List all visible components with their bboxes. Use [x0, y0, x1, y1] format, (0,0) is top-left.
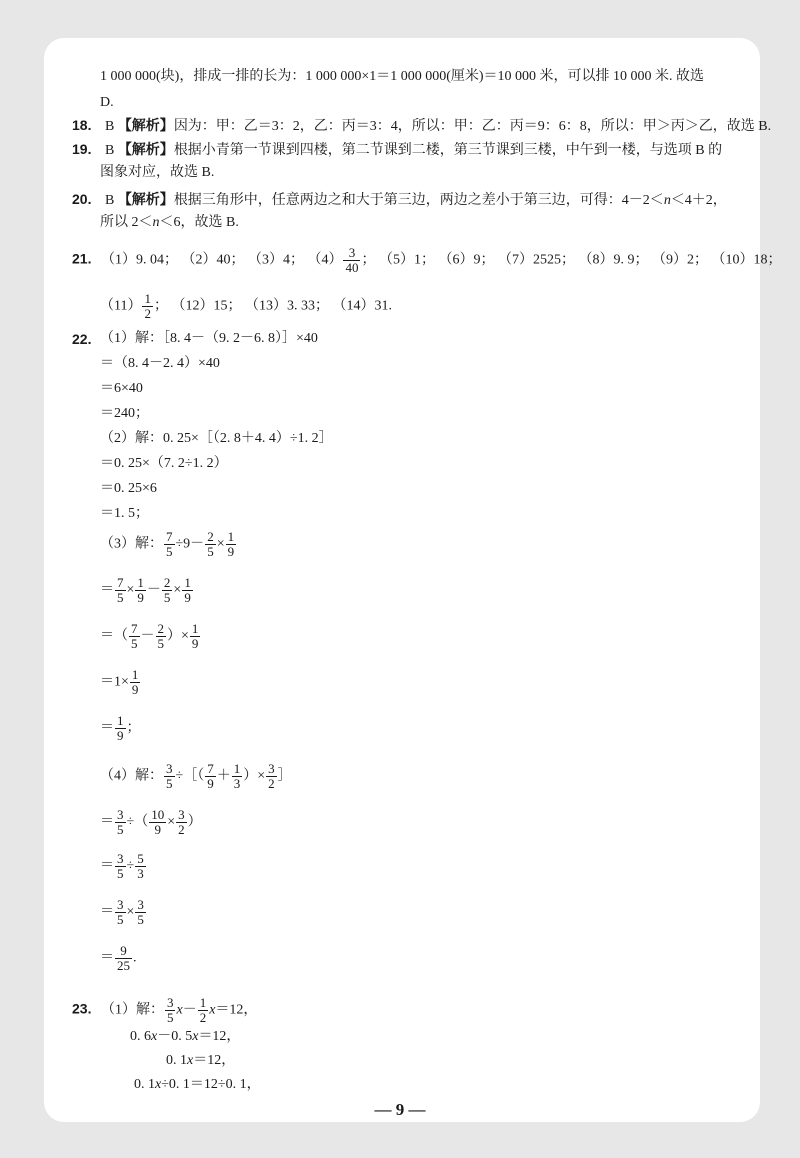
- fraction: [130, 668, 141, 697]
- bracket: ］: [277, 768, 292, 784]
- operator: ＝: [100, 858, 114, 874]
- fraction: [115, 898, 126, 927]
- answer-choice: B: [104, 143, 115, 158]
- question-number: 19.: [72, 141, 92, 157]
- calc-line: [100, 808, 202, 837]
- numerator: 3: [178, 807, 185, 822]
- fraction: [129, 622, 140, 651]
- calc-line: ＝1. 5；: [100, 506, 149, 521]
- calc-line: ＝240；: [100, 406, 149, 421]
- numerator: 1: [117, 713, 124, 728]
- fraction: [135, 898, 146, 927]
- variable-x: x: [151, 1029, 158, 1044]
- operator: －: [146, 582, 161, 598]
- operator: ＝: [100, 582, 114, 598]
- analysis-tag: 【解析】: [117, 143, 174, 158]
- fraction: [176, 808, 187, 837]
- variable-x: x: [176, 1002, 183, 1018]
- denominator: 5: [157, 636, 164, 651]
- fraction: [115, 808, 126, 837]
- continued-text-line: 1 000 000(块)，排成一排的长为：1 000 000×1＝1 000 000(厘米)＝10 000 米，可以排 10 000 米. 故选: [100, 69, 705, 84]
- fraction: [135, 852, 146, 881]
- question-19: [72, 140, 722, 160]
- equation-text: 0. 1: [134, 1077, 155, 1092]
- question-18: [72, 116, 771, 136]
- page-number: — 9 —: [374, 1100, 426, 1119]
- numerator: 3: [343, 246, 360, 261]
- punct: .: [133, 950, 137, 966]
- paren: （: [114, 628, 128, 644]
- numerator: 3: [117, 897, 124, 912]
- fraction: [164, 762, 175, 791]
- calc-line: ＝0. 25×6: [100, 481, 157, 496]
- numerator: 1: [184, 575, 191, 590]
- question-21-row2: [100, 292, 392, 321]
- question-number: 22.: [72, 331, 92, 347]
- numerator: 1: [137, 575, 144, 590]
- operator: －: [182, 1002, 197, 1018]
- calc-line: [100, 668, 141, 697]
- equation-line: [130, 1028, 240, 1046]
- fraction: [149, 808, 166, 837]
- denominator: 5: [163, 590, 171, 605]
- text: ＜6，故选 B.: [159, 215, 239, 230]
- variable-x: x: [187, 1053, 194, 1068]
- answers-text: ； （5）1； （6）9； （7）2525； （8）9. 9； （9）2； （10）18；: [361, 252, 782, 268]
- question-number: 20.: [72, 191, 92, 207]
- operator: ×: [173, 582, 182, 598]
- fraction: [164, 530, 175, 559]
- numerator: 7: [117, 575, 124, 590]
- denominator: 5: [166, 544, 173, 559]
- numerator: 3: [137, 897, 144, 912]
- operator: ×: [216, 536, 225, 552]
- analysis-text-line2: 图象对应，故选 B.: [100, 165, 215, 180]
- denominator: 9: [184, 590, 191, 605]
- denominator: 2: [178, 822, 185, 837]
- part-label: （4）解：: [100, 768, 163, 784]
- operator: ÷: [126, 814, 135, 830]
- fraction: [226, 530, 237, 559]
- answers-text: （1）9. 04； （2）40； （3）4； （4）: [100, 252, 343, 268]
- fraction: [205, 762, 216, 791]
- answer-choice: B: [104, 193, 115, 208]
- calc-line: [100, 852, 147, 881]
- denominator: 2: [199, 1010, 207, 1025]
- analysis-tag: 【解析】: [117, 193, 174, 208]
- equation-text: ＝12，: [193, 1053, 236, 1068]
- question-20: [72, 190, 727, 210]
- fraction: [232, 762, 243, 791]
- denominator: 2: [144, 306, 151, 321]
- denominator: 5: [117, 866, 124, 881]
- denominator: 40: [345, 260, 359, 275]
- denominator: 5: [117, 822, 124, 837]
- operator: ＝: [100, 628, 114, 644]
- operator: ÷: [175, 768, 184, 784]
- fraction: [142, 292, 153, 321]
- fraction: [182, 576, 193, 605]
- equation-line: [166, 1052, 235, 1070]
- operator: ＝: [100, 720, 114, 736]
- analysis-text: 根据小青第一节课到四楼，第二节课到二楼，第三节课到三楼，中午到一楼，与选项 B 的: [173, 143, 723, 158]
- fraction: [135, 576, 146, 605]
- calc-line: ＝0. 25×（7. 2÷1. 2）: [100, 456, 228, 471]
- denominator: 5: [131, 636, 138, 651]
- analysis-text: ＜4＋2，: [670, 193, 727, 208]
- numerator: 9: [115, 944, 132, 959]
- operator: ＝: [100, 950, 114, 966]
- punct: ；: [126, 720, 141, 736]
- bracket: ［: [183, 768, 198, 784]
- numerator: 3: [117, 851, 124, 866]
- numerator: 1: [144, 291, 151, 306]
- fraction: [156, 622, 167, 651]
- calc-line: [100, 576, 194, 605]
- operator: ＝: [100, 814, 114, 830]
- calc-line: [100, 714, 141, 743]
- paren: （: [134, 814, 149, 830]
- calc-line: （2）解：0. 25×［（2. 8＋4. 4）÷1. 2］: [100, 431, 333, 446]
- operator: ×: [257, 768, 266, 784]
- calc-line: [100, 944, 137, 973]
- variable-n: n: [663, 193, 671, 208]
- equation-line: [134, 1076, 261, 1094]
- fraction: [343, 246, 360, 275]
- calc-line: [100, 762, 292, 791]
- question-number: 23.: [72, 1000, 92, 1017]
- equation-text: 0. 1: [166, 1053, 187, 1068]
- denominator: 5: [117, 912, 124, 927]
- denominator: 9: [207, 776, 214, 791]
- fraction: [115, 714, 126, 743]
- numerator: 3: [166, 995, 174, 1010]
- analysis-tag: 【解析】: [117, 119, 174, 134]
- numerator: 10: [151, 807, 165, 822]
- numerator: 1: [227, 529, 235, 544]
- operator: －: [140, 628, 155, 644]
- numerator: 1: [233, 761, 241, 776]
- operator: ＋: [216, 768, 231, 784]
- operator: ＝1×: [100, 674, 129, 690]
- variable-x: x: [155, 1077, 162, 1092]
- numerator: 1: [131, 667, 139, 682]
- operator: ×: [167, 814, 176, 830]
- numerator: 3: [268, 761, 275, 776]
- equation-text: 0. 6: [130, 1029, 151, 1044]
- denominator: 9: [154, 822, 161, 837]
- operator: ×: [181, 628, 189, 644]
- answers-text: （11）: [100, 298, 142, 314]
- variable-x: x: [192, 1029, 199, 1044]
- equation-text: ＝12，: [198, 1029, 241, 1044]
- question-number: 18.: [72, 117, 92, 133]
- fraction: [165, 996, 176, 1025]
- equation-text: ÷0. 1＝12÷0. 1，: [161, 1077, 261, 1092]
- calc-line: [100, 898, 147, 927]
- numerator: 2: [163, 575, 171, 590]
- analysis-text: 根据三角形中，任意两边之和大于第三边，两边之差小于第三边，可得：4－2＜: [173, 193, 664, 208]
- question-21-row1: [72, 246, 781, 275]
- continued-text-line: D.: [100, 95, 114, 110]
- denominator: 9: [131, 682, 139, 697]
- analysis-text: 因为：甲：乙＝3：2，乙：丙＝3：4，所以：甲：乙：丙＝9：6：8，所以：甲＞丙＞乙，故选 B.: [173, 119, 772, 134]
- question-22: [72, 330, 91, 350]
- denominator: 5: [166, 776, 173, 791]
- denominator: 9: [137, 590, 144, 605]
- denominator: 9: [117, 728, 124, 743]
- variable-x: x: [209, 1002, 216, 1018]
- paren: ）: [167, 628, 181, 644]
- fraction: [266, 762, 277, 791]
- operator: ÷: [126, 858, 135, 874]
- part-label: （3）解：: [100, 536, 163, 552]
- fraction: [205, 530, 216, 559]
- question-23: [72, 996, 257, 1025]
- answer-choice: B: [104, 119, 115, 134]
- answers-text: ； （12）15； （13）3. 33； （14）31.: [153, 298, 392, 314]
- calc-line: ＝6×40: [100, 381, 143, 396]
- paren: ）: [187, 814, 202, 830]
- denominator: 5: [166, 1010, 174, 1025]
- equation-text: ＝12，: [215, 1002, 258, 1018]
- numerator: 7: [207, 761, 214, 776]
- calc-line: [100, 530, 237, 559]
- numerator: 1: [191, 621, 199, 636]
- paren: ）: [243, 768, 258, 784]
- denominator: 5: [207, 544, 214, 559]
- numerator: 3: [166, 761, 173, 776]
- question-number: 21.: [72, 250, 92, 267]
- fraction: [115, 944, 132, 973]
- denominator: 3: [137, 866, 144, 881]
- part-label: （1）解：: [100, 1002, 164, 1018]
- equation-text: －0. 5: [157, 1029, 193, 1044]
- denominator: 9: [227, 544, 235, 559]
- text: 所以 2＜: [100, 215, 153, 230]
- fraction: [190, 622, 201, 651]
- numerator: 3: [117, 807, 124, 822]
- paren: （: [197, 768, 205, 784]
- fraction: [115, 852, 126, 881]
- denominator: 3: [233, 776, 241, 791]
- calc-line: ＝（8. 4－2. 4）×40: [100, 356, 220, 371]
- operator: ×: [126, 904, 135, 920]
- numerator: 7: [131, 621, 138, 636]
- denominator: 5: [117, 590, 124, 605]
- analysis-text-line2: [100, 214, 239, 232]
- calc-line: [100, 622, 201, 651]
- denominator: 9: [191, 636, 199, 651]
- numerator: 5: [137, 851, 144, 866]
- operator: ＝: [100, 904, 114, 920]
- denominator: 2: [268, 776, 275, 791]
- numerator: 7: [166, 529, 173, 544]
- denominator: 25: [117, 958, 130, 973]
- fraction: [162, 576, 173, 605]
- numerator: 2: [207, 529, 214, 544]
- denominator: 5: [137, 912, 144, 927]
- numerator: 2: [157, 621, 164, 636]
- fraction: [115, 576, 126, 605]
- numerator: 1: [199, 995, 207, 1010]
- variable-n: n: [152, 215, 160, 230]
- calc-line: （1）解：［8. 4－（9. 2－6. 8）］×40: [100, 331, 318, 346]
- operator: ×: [126, 582, 135, 598]
- fraction: [198, 996, 209, 1025]
- operator: ÷9－: [175, 536, 205, 552]
